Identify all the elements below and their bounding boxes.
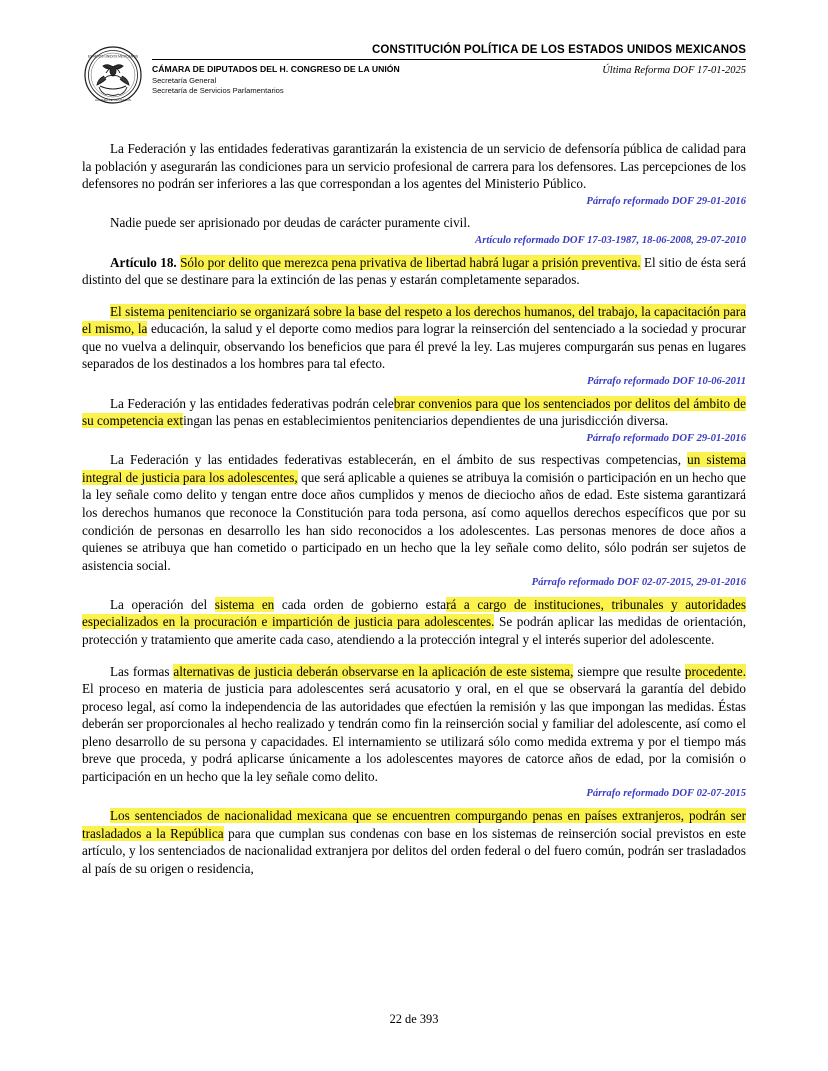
secretaria-general-line: Secretaría General bbox=[152, 75, 217, 85]
paragraph bbox=[82, 140, 746, 193]
document-title: CONSTITUCIÓN POLÍTICA DE LOS ESTADOS UNIDOS MEXICANOS bbox=[152, 44, 746, 60]
paragraph-text: siempre que resulte bbox=[573, 663, 685, 679]
highlighted-text: Sólo por delito que merezca pena privativa de libertad habrá lugar a prisión preventiva. bbox=[180, 254, 641, 270]
document-body bbox=[82, 140, 746, 891]
reform-reference: Párrafo reformado DOF 29-01-2016 bbox=[586, 432, 746, 444]
secretaria-servicios-line: Secretaría de Servicios Parlamentarios bbox=[152, 86, 284, 96]
paragraph bbox=[82, 303, 746, 373]
paragraph-text: cada orden de gobierno esta bbox=[274, 596, 447, 612]
paragraph bbox=[82, 663, 746, 786]
paragraph-text: para que cumplan sus condenas con base en los sistemas de reinserción social previstos en este artículo, y los sentenciados de nacionalidad extranjera por delitos del orden federal o del fuero común, podrán ser trasladados al país de su origen o residencia, bbox=[82, 825, 746, 876]
paragraph-text: Las formas bbox=[110, 663, 174, 679]
svg-text:CÁMARA DE DIPUTADOS: CÁMARA DE DIPUTADOS bbox=[95, 98, 131, 102]
reform-reference: Párrafo reformado DOF 02-07-2015 bbox=[586, 788, 746, 800]
paragraph bbox=[82, 451, 746, 574]
paragraph bbox=[82, 214, 746, 232]
paragraph-text: La Federación y las entidades federativas establecerán, en el ámbito de sus respectivas competencias, bbox=[110, 452, 688, 468]
highlighted-text: Los sentenciados de nacionalidad mexicana que se encuentren compurgando penas en países extranjeros, podrán ser trasladados a la República bbox=[82, 808, 746, 841]
paragraph bbox=[82, 395, 746, 430]
paragraph bbox=[82, 596, 746, 649]
paragraph-text: La Federación y las entidades federativas garantizarán la existencia de un servicio de defensoría pública de calidad para la población y asegurarán las condiciones para un servicio profesional de carrera para los defensores. Las percepciones de los defensores no podrán ser inferiores a las que correspondan a los agentes del Ministerio Público. bbox=[82, 141, 746, 192]
reform-reference: Párrafo reformado DOF 29-01-2016 bbox=[586, 195, 746, 207]
article-label: Artículo 18. bbox=[110, 254, 181, 270]
paragraph-text: ingan las penas en establecimientos penitenciarios dependientes de una jurisdicción diversa. bbox=[183, 413, 669, 429]
spacer bbox=[82, 289, 746, 303]
paragraph bbox=[82, 807, 746, 877]
highlighted-text: rá a cargo de instituciones, tribunales y autoridades especializados en la procuración e impartición de justicia para adolescentes. bbox=[82, 596, 746, 630]
highlighted-text: El sistema penitenciario se organizará sobre la base del respeto a los derechos humanos, del trabajo, la capacitación para el mismo, la bbox=[82, 303, 746, 337]
highlighted-text: sistema en bbox=[214, 596, 275, 612]
highlighted-text: brar convenios para que los sentenciados por delitos del ámbito de su competencia ext bbox=[82, 395, 746, 429]
paragraph-text: La operación del bbox=[110, 596, 215, 612]
reform-reference: Artículo reformado DOF 17-03-1987, 18-06-2008, 29-07-2010 bbox=[475, 234, 746, 246]
header-text-block bbox=[144, 44, 746, 97]
svg-text:ESTADOS UNIDOS MEXICANOS: ESTADOS UNIDOS MEXICANOS bbox=[88, 54, 138, 59]
paragraph-text: Se podrán aplicar las medidas de orientación, protección y tratamiento que amerite cada caso, atendiendo a la protección integral y el interés superior del adolescente. bbox=[82, 614, 746, 647]
spacer bbox=[82, 649, 746, 663]
page-header bbox=[82, 44, 746, 106]
highlighted-text: procedente. bbox=[684, 663, 746, 679]
paragraph bbox=[82, 254, 746, 289]
reform-reference: Párrafo reformado DOF 10-06-2011 bbox=[586, 375, 746, 387]
reform-reference: Párrafo reformado DOF 02-07-2015, 29-01-2016 bbox=[531, 577, 746, 589]
highlighted-text: alternativas de justicia deberán observarse en la aplicación de este sistema, bbox=[173, 663, 574, 679]
highlighted-text: un sistema integral de justicia para los adolescentes, bbox=[82, 452, 746, 485]
paragraph-text: educación, la salud y el deporte como medios para lograr la reinserción del sentenciado a la sociedad y procurar que no vuelva a delinquir, observando los beneficios que para él prevé la ley. Las mujeres compurgarán sus penas en lugares separados de los destinados a los hombres para tal efecto. bbox=[82, 321, 746, 372]
paragraph-text: El proceso en materia de justicia para adolescentes será acusatorio y oral, en el que se observará la garantía del debido proceso legal, así como la independencia de las autoridades que efectúen la remisión y las que impongan las medidas. Éstas deberán ser proporcionales al hecho realizado y tendrán como fin la reinserción social y familiar del adolescente, así como el pleno desarrollo de su persona y capacidades. El internamiento se utilizará sólo como medida extrema y por el tiempo más breve que proceda, y podrá aplicarse únicamente a los adolescentes mayores de catorce años de edad, por la comisión o participación en un hecho que la ley señale como delito. bbox=[82, 681, 746, 784]
paragraph-text: El sitio de ésta será distinto del que se destinare para la extinción de las penas y estarán completamente separados. bbox=[82, 254, 746, 288]
paragraph-text: que será aplicable a quienes se atribuya la comisión o participación en un hecho que la ley señale como delito y tengan entre doce años cumplidos y menos de dieciocho años de edad. Este sistema garantizará los derechos humanos que reconoce la Constitución para toda persona, así como aquellos derechos específicos que por su condición de personas en desarrollo les han sido reconocidos a los adolescentes. Las personas menores de doce años a quienes se atribuya que han cometido o participado en un hecho que la ley señale como delito, sólo podrán ser sujetos de asistencia social. bbox=[82, 469, 746, 573]
page-footer: 22 de 393 bbox=[389, 1012, 439, 1026]
paragraph-text: La Federación y las entidades federativas podrán cele bbox=[110, 395, 394, 411]
spacer bbox=[82, 877, 746, 891]
mexican-coat-of-arms-icon bbox=[82, 46, 144, 104]
last-reform-label: Última Reforma DOF 17-01-2025 bbox=[602, 65, 746, 76]
congress-line: CÁMARA DE DIPUTADOS DEL H. CONGRESO DE LA UNIÓN bbox=[152, 64, 400, 74]
paragraph-text: Nadie puede ser aprisionado por deudas de carácter puramente civil. bbox=[110, 215, 471, 231]
